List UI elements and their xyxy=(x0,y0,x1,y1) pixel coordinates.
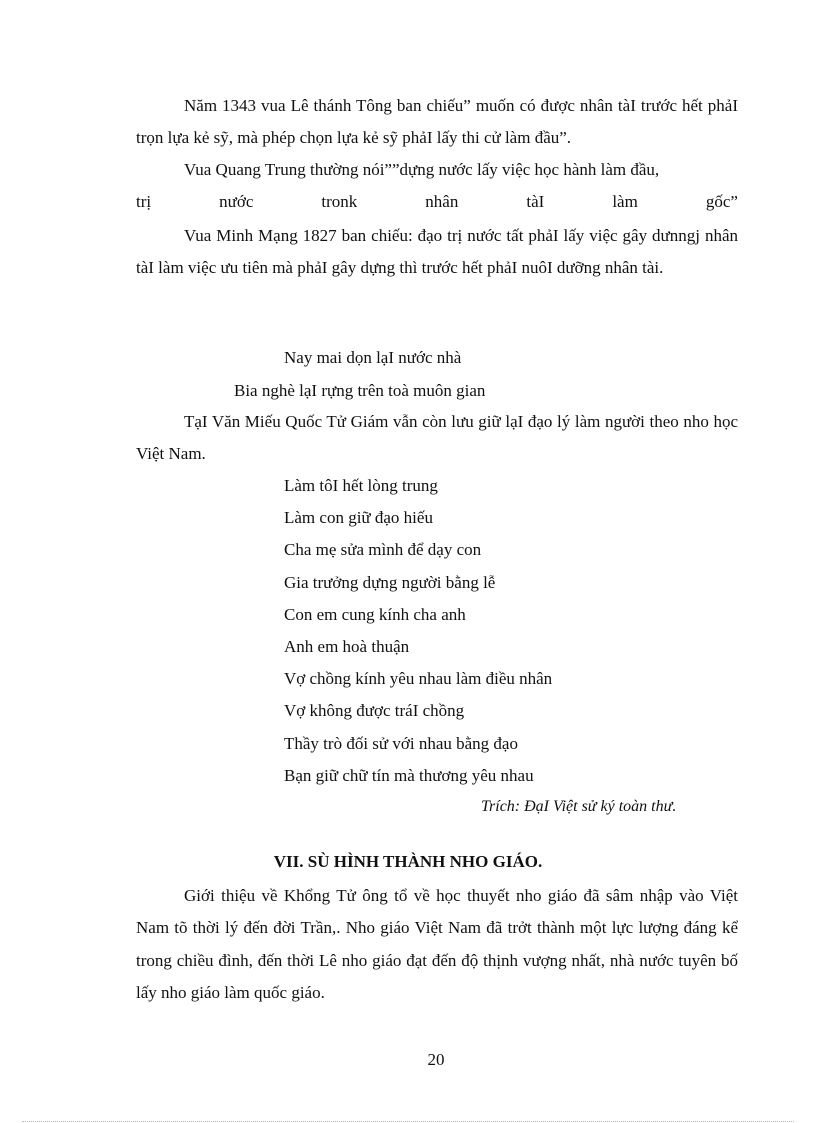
footer-divider xyxy=(22,1121,794,1122)
word: tronk xyxy=(321,192,358,211)
word: tàI xyxy=(526,192,545,211)
word: nước xyxy=(219,192,254,211)
paragraph-van-mieu: TạI Văn Miếu Quốc Tử Giám vẫn còn lưu giữ lạI đạo lý làm người theo nho học Việt Nam. xyxy=(136,412,738,464)
paragraph-quang-trung-line1: Vua Quang Trung thường nói””dựng nước lấy việc học hành làm đầu, xyxy=(184,160,660,179)
source-citation: Trích: ĐạI Việt sử ký toàn thư. xyxy=(481,798,677,815)
word: gốc” xyxy=(705,192,738,211)
poem-line: Anh em hoà thuận xyxy=(284,637,410,657)
word: nhân xyxy=(425,192,459,211)
poem-line: Vợ không được tráI chồng xyxy=(284,701,465,721)
paragraph-nho-giao: Giới thiệu về Khổng Tử ông tổ về học thuyết nho giáo đã sâm nhập vào Việt Nam tõ thời lý đến đời Trần,. Nho giáo Việt Nam đã trởt thành một lực lượng đáng kể trong chiều đình, đến thời Lê nho giáo đạt đến độ thịnh vượng nhất, nhà nước tuyên bố lấy nho giáo làm quốc giáo. xyxy=(136,886,738,1003)
poem-line: Vợ chồng kính yêu nhau làm điều nhân xyxy=(284,669,553,689)
page-number: 20 xyxy=(427,1050,445,1069)
paragraph-le-thanh-tong: Năm 1343 vua Lê thánh Tông ban chiếu” muốn có được nhân tàI trước hết phảI trọn lựa kẻ sỹ, mà phép chọn lựa kẻ sỹ phảI lấy thi cử làm đầu”. xyxy=(136,96,738,148)
poem-list xyxy=(284,470,552,792)
paragraph-quang-trung-line2 xyxy=(136,191,738,213)
word: trị xyxy=(136,192,152,211)
poem-line: Làm con giữ đạo hiếu xyxy=(284,508,433,528)
poem-line: Gia trưởng dựng người bằng lễ xyxy=(284,572,496,592)
word: làm xyxy=(612,192,638,211)
poem-line: Bạn giữ chữ tín mà thương yêu nhau xyxy=(284,765,534,785)
poem-line: Làm tôI hết lòng trung xyxy=(284,476,438,495)
poem-line: Con em cung kính cha anh xyxy=(284,604,466,624)
poem-line: Thầy trò đối sử với nhau bằng đạo xyxy=(284,733,518,753)
poem-line: Cha mẹ sửa mình để dạy con xyxy=(284,540,482,560)
paragraph-minh-mang: Vua Minh Mạng 1827 ban chiếu: đạo trị nước tất phảI lấy việc gây dưnngj nhân tàI làm việc ưu tiên mà phảI gây dựng thì trước hết phảI nuôI dưỡng nhân tài. xyxy=(136,226,738,278)
section-heading: VII. SÙ HÌNH THÀNH NHO GIÁO. xyxy=(273,852,543,871)
couplet-line-2: Bia nghè lạI rựng trên toà muôn gian xyxy=(234,381,486,400)
couplet-line-1: Nay mai dọn lạI nước nhà xyxy=(284,348,462,367)
